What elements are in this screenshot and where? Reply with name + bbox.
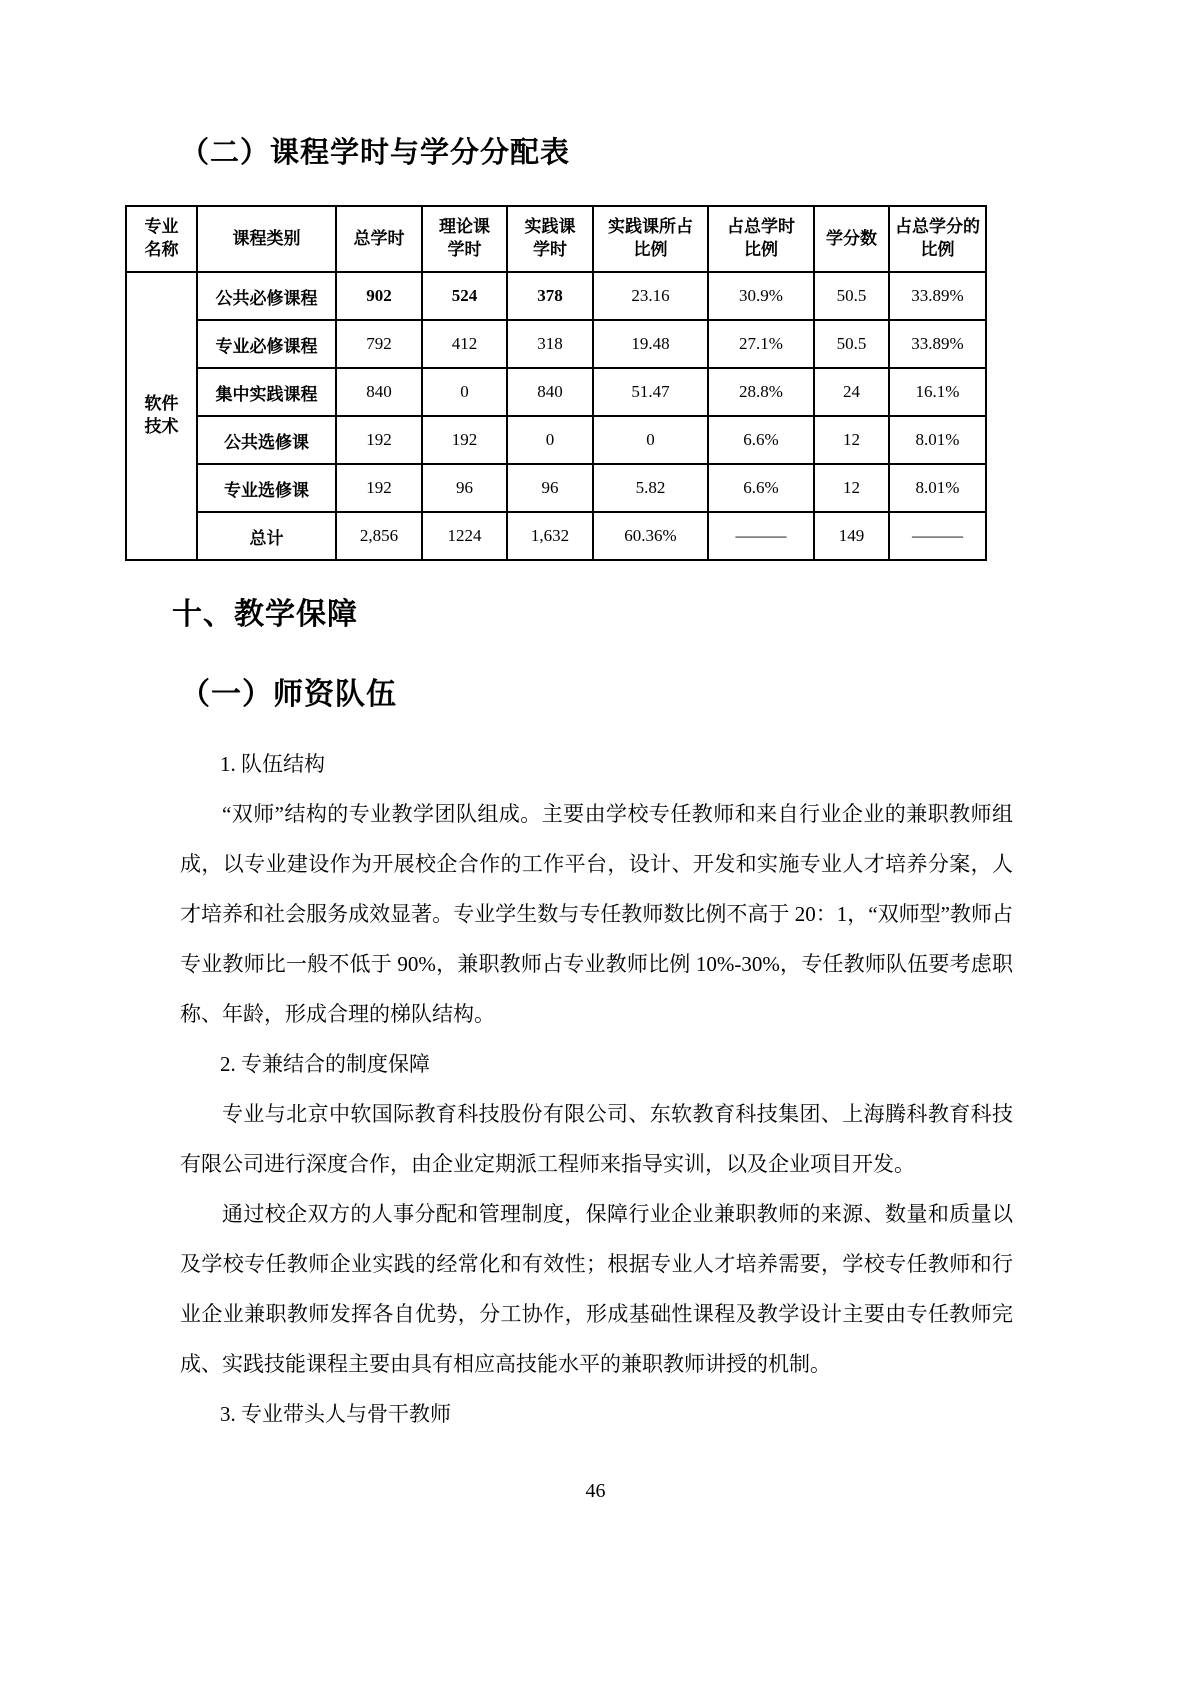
practice-hours-cell: 318	[507, 320, 593, 368]
credits-ratio-cell: 33.89%	[889, 272, 986, 320]
practice-hours-cell: 840	[507, 368, 593, 416]
credits-ratio-cell: ———	[889, 512, 986, 560]
theory-hours-cell: 524	[422, 272, 507, 320]
page-number: 46	[585, 1480, 606, 1502]
practice-ratio-cell: 5.82	[593, 464, 708, 512]
credits-ratio-cell: 8.01%	[889, 416, 986, 464]
total-hours-cell: 840	[336, 368, 422, 416]
total-hours-ratio-cell: 28.8%	[708, 368, 814, 416]
theory-hours-cell: 1224	[422, 512, 507, 560]
header-practice-ratio: 实践课所占比例	[593, 206, 708, 272]
course-category-cell: 公共必修课程	[197, 272, 336, 320]
credits-ratio-cell: 33.89%	[889, 320, 986, 368]
theory-hours-cell: 192	[422, 416, 507, 464]
practice-ratio-cell: 60.36%	[593, 512, 708, 560]
table-row	[126, 272, 986, 320]
credits-ratio-cell: 16.1%	[889, 368, 986, 416]
total-hours-ratio-cell: 27.1%	[708, 320, 814, 368]
table-row	[126, 320, 986, 368]
total-hours-ratio-cell: 30.9%	[708, 272, 814, 320]
header-total-hours: 总学时	[336, 206, 422, 272]
header-theory-hours: 理论课学时	[422, 206, 507, 272]
practice-ratio-cell: 0	[593, 416, 708, 464]
practice-hours-cell: 96	[507, 464, 593, 512]
theory-hours-cell: 412	[422, 320, 507, 368]
subsection-heading: （一）师资队伍	[180, 678, 397, 711]
paragraph-cooperation: 专业与北京中软国际教育科技股份有限公司、东软教育科技集团、上海腾科教育科技有限公司进行深度合作，由企业定期派工程师来指导实训，以及企业项目开发。	[180, 1102, 1013, 1176]
list-item-3-heading: 3. 专业带头人与骨干教师	[220, 1402, 451, 1426]
practice-hours-cell: 1,632	[507, 512, 593, 560]
header-credits-ratio: 占总学分的比例	[889, 206, 986, 272]
credits-cell: 50.5	[814, 272, 889, 320]
practice-ratio-cell: 51.47	[593, 368, 708, 416]
total-hours-cell: 902	[336, 272, 422, 320]
course-category-cell: 专业必修课程	[197, 320, 336, 368]
list-item-2-heading: 2. 专兼结合的制度保障	[220, 1052, 430, 1076]
credits-cell: 12	[814, 416, 889, 464]
table-total-row	[126, 512, 986, 560]
total-hours-ratio-cell: 6.6%	[708, 464, 814, 512]
section-heading: 十、教学保障	[172, 598, 358, 631]
total-hours-cell: 2,856	[336, 512, 422, 560]
table-header-row	[126, 206, 986, 272]
practice-hours-cell: 378	[507, 272, 593, 320]
table-row	[126, 416, 986, 464]
theory-hours-cell: 96	[422, 464, 507, 512]
page-title: （二）课程学时与学分分配表	[180, 137, 571, 169]
major-name-cell: 软件技术	[126, 272, 197, 560]
table-row	[126, 464, 986, 512]
course-category-cell: 专业选修课	[197, 464, 336, 512]
practice-hours-cell: 0	[507, 416, 593, 464]
theory-hours-cell: 0	[422, 368, 507, 416]
course-category-cell: 公共选修课	[197, 416, 336, 464]
header-credits: 学分数	[814, 206, 889, 272]
header-practice-hours: 实践课学时	[507, 206, 593, 272]
header-course-category: 课程类别	[197, 206, 336, 272]
paragraph-hr-system: 通过校企双方的人事分配和管理制度，保障行业企业兼职教师的来源、数量和质量以及学校专任教师企业实践的经常化和有效性；根据专业人才培养需要，学校专任教师和行业企业兼职教师发挥各自优势，分工协作，形成基础性课程及教学设计主要由专任教师完成、实践技能课程主要由具有相应高技能水平的兼职教师讲授的机制。	[180, 1202, 1013, 1376]
credits-cell: 12	[814, 464, 889, 512]
body-text-block	[180, 739, 1013, 1439]
credits-ratio-cell: 8.01%	[889, 464, 986, 512]
course-category-cell: 集中实践课程	[197, 368, 336, 416]
list-item-1-heading: 1. 队伍结构	[220, 752, 325, 776]
credits-cell: 50.5	[814, 320, 889, 368]
total-hours-ratio-cell: ———	[708, 512, 814, 560]
header-total-hours-ratio: 占总学时比例	[708, 206, 814, 272]
total-hours-cell: 192	[336, 464, 422, 512]
credits-cell: 24	[814, 368, 889, 416]
total-hours-ratio-cell: 6.6%	[708, 416, 814, 464]
credits-cell: 149	[814, 512, 889, 560]
total-hours-cell: 792	[336, 320, 422, 368]
paragraph-team-structure: “双师”结构的专业教学团队组成。主要由学校专任教师和来自行业企业的兼职教师组成，以专业建设作为开展校企合作的工作平台，设计、开发和实施专业人才培养分案，人才培养和社会服务成效显著。专业学生数与专任教师数比例不高于 20：1，“双师型”教师占专业教师比一般不低于 90%，兼职教师占专业教师比例 10%-30%，专任教师队伍要考虑职称、年龄，形成合理的梯队结构。	[180, 802, 1013, 1026]
table-row	[126, 368, 986, 416]
header-major-name: 专业名称	[126, 206, 197, 272]
practice-ratio-cell: 19.48	[593, 320, 708, 368]
total-label-cell: 总计	[197, 512, 336, 560]
course-hours-credits-table	[125, 205, 987, 561]
total-hours-cell: 192	[336, 416, 422, 464]
practice-ratio-cell: 23.16	[593, 272, 708, 320]
